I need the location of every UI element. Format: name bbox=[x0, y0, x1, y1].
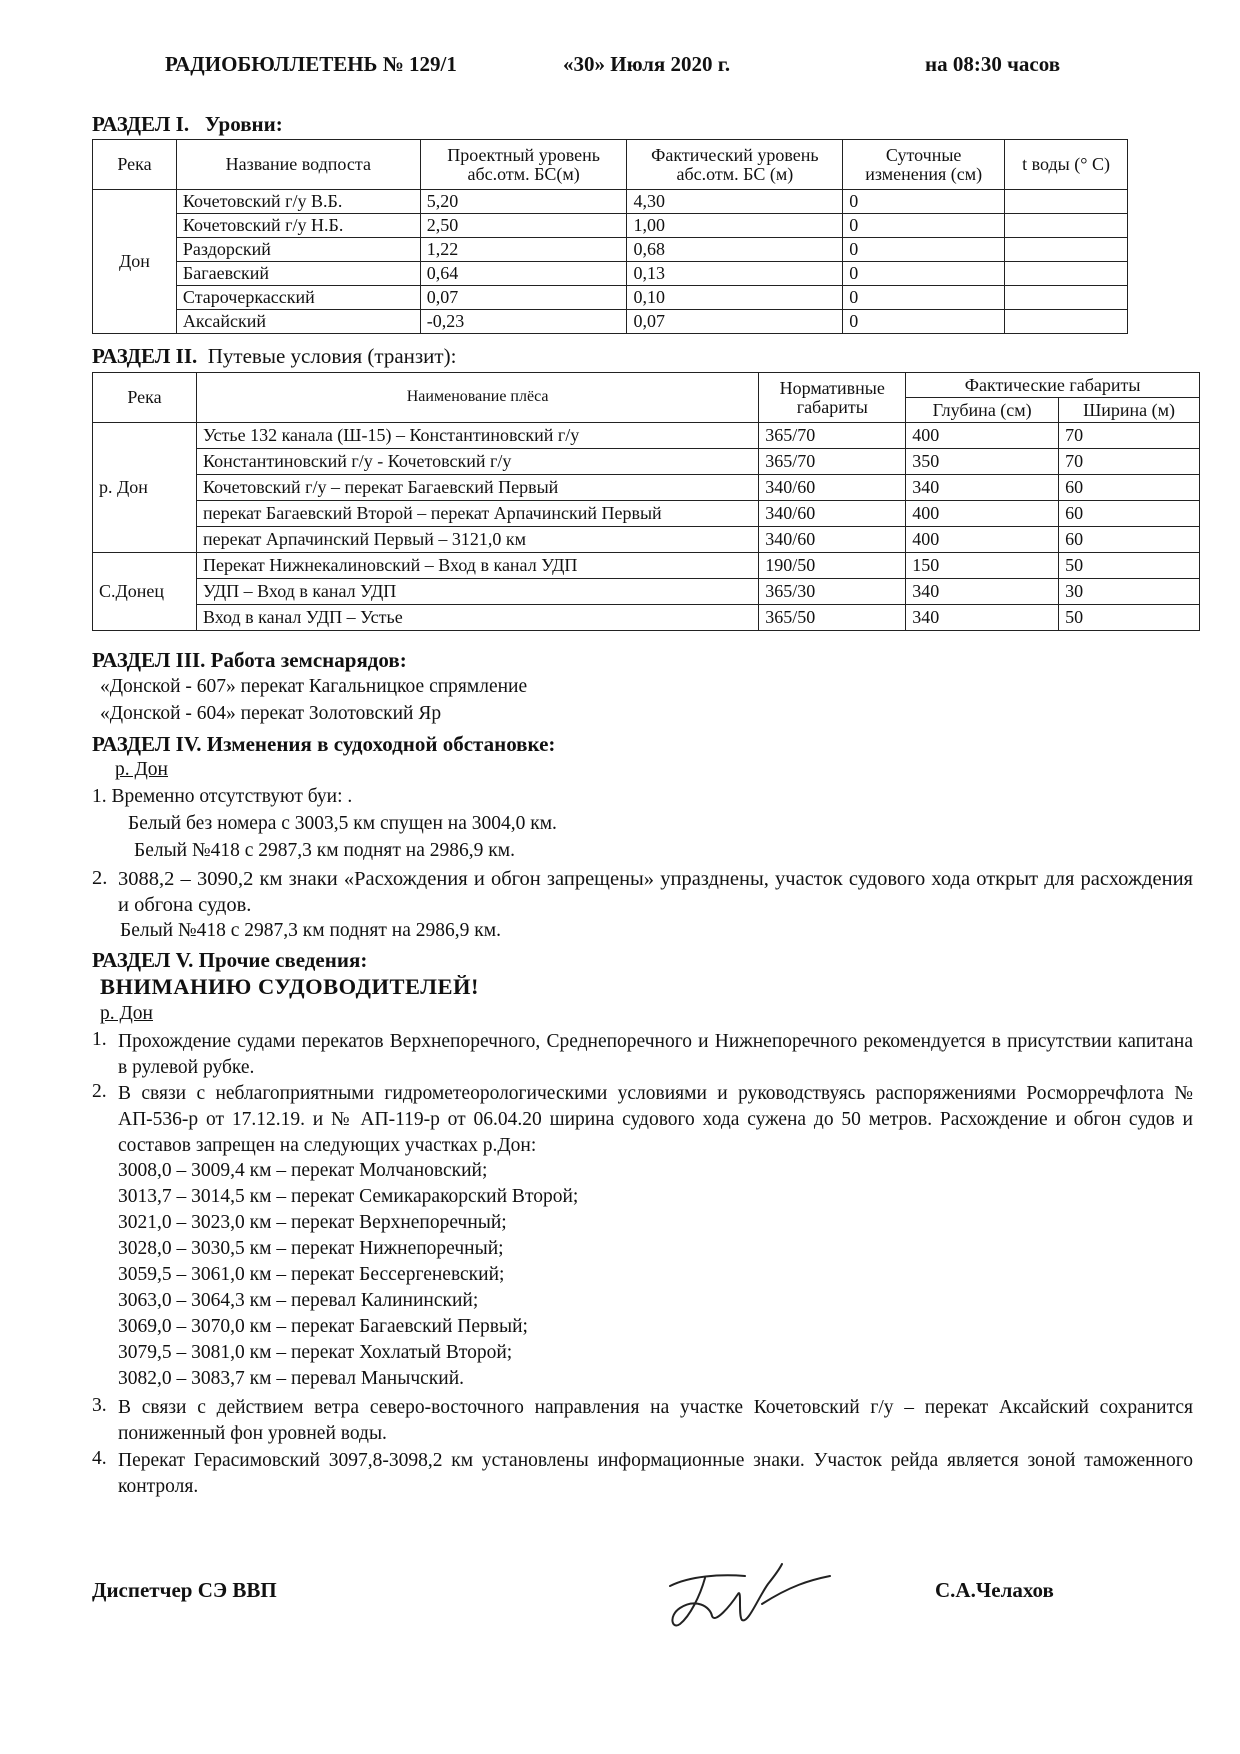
table-row bbox=[93, 238, 1128, 262]
dispatcher-name: С.А.Челахов bbox=[935, 1578, 1054, 1602]
section4-title: РАЗДЕЛ IV. Изменения в судоходной обстановке: bbox=[92, 732, 556, 756]
reach-name: Константиновский г/у - Кочетовский г/у bbox=[196, 449, 758, 475]
transit-table bbox=[92, 372, 1200, 631]
actual-level: 4,30 bbox=[627, 190, 843, 214]
section5-item-num: 4. bbox=[92, 1448, 107, 1469]
reach-name: Устье 132 канала (Ш-15) – Константиновский г/у bbox=[196, 423, 758, 449]
bulletin-date: «30» Июля 2020 г. bbox=[563, 52, 731, 76]
post-name: Кочетовский г/у В.Б. bbox=[176, 190, 420, 214]
section4-item2-num: 2. bbox=[92, 867, 108, 889]
dispatcher-position: Диспетчер СЭ ВВП bbox=[92, 1578, 277, 1602]
design-level: 0,64 bbox=[420, 262, 627, 286]
section5-item1: Прохождение судами перекатов Верхнепоречного, Среднепоречного и Нижнепоречного рекомендуется в присутствии капитана в рулевой рубке. bbox=[118, 1031, 1193, 1078]
actual-depth: 340 bbox=[906, 579, 1059, 605]
section2-label: РАЗДЕЛ II. bbox=[92, 344, 198, 368]
bulletin-header bbox=[165, 52, 1105, 86]
norm-size: 365/50 bbox=[759, 605, 906, 631]
water-temp bbox=[1005, 310, 1128, 334]
water-temp bbox=[1005, 238, 1128, 262]
reach-name: Перекат Нижнекалиновский – Вход в канал УДП bbox=[196, 553, 758, 579]
daily-change: 0 bbox=[843, 286, 1005, 310]
norm-size: 190/50 bbox=[759, 553, 906, 579]
section2-title bbox=[92, 344, 456, 369]
restricted-segment: 3021,0 – 3023,0 км – перекат Верхнепоречный; bbox=[118, 1212, 507, 1233]
actual-depth: 150 bbox=[906, 553, 1059, 579]
actual-width: 50 bbox=[1059, 553, 1200, 579]
levels-header-change: Суточные изменения (см) bbox=[843, 140, 1005, 190]
restricted-segment: 3082,0 – 3083,7 км – перевал Манычский. bbox=[118, 1368, 465, 1389]
actual-width: 70 bbox=[1059, 423, 1200, 449]
water-temp bbox=[1005, 190, 1128, 214]
table-row bbox=[93, 501, 1200, 527]
actual-depth: 350 bbox=[906, 449, 1059, 475]
section5-title: РАЗДЕЛ V. Прочие сведения: bbox=[92, 948, 368, 972]
bulletin-time: на 08:30 часов bbox=[925, 52, 1061, 76]
transit-header-row bbox=[93, 373, 1200, 398]
section3-title: РАЗДЕЛ III. Работа земснарядов: bbox=[92, 648, 407, 672]
section5-item4: Перекат Герасимовский 3097,8-3098,2 км установлены информационные знаки. Участок рейда является зоной таможенного контроля. bbox=[118, 1450, 1193, 1497]
water-temp bbox=[1005, 262, 1128, 286]
reach-name: перекат Арпачинский Первый – 3121,0 км bbox=[196, 527, 758, 553]
daily-change: 0 bbox=[843, 190, 1005, 214]
daily-change: 0 bbox=[843, 214, 1005, 238]
section5-item-num: 2. bbox=[92, 1081, 107, 1102]
restricted-segment: 3013,7 – 3014,5 км – перекат Семикаракорский Второй; bbox=[118, 1186, 579, 1207]
design-level: 5,20 bbox=[420, 190, 627, 214]
reach-name: Кочетовский г/у – перекат Багаевский Первый bbox=[196, 475, 758, 501]
transit-header-width: Ширина (м) bbox=[1059, 398, 1200, 423]
section2-subtitle: Путевые условия (транзит): bbox=[207, 344, 457, 368]
restricted-segment: 3079,5 – 3081,0 км – перекат Хохлатый Второй; bbox=[118, 1342, 513, 1363]
design-level: 0,07 bbox=[420, 286, 627, 310]
post-name: Аксайский bbox=[176, 310, 420, 334]
section4-river: р. Дон bbox=[115, 759, 168, 780]
section4-item2-text: 3088,2 – 3090,2 км знаки «Расхождения и обгон запрещены» упразднены, участок судового хода открыт для расхождения и обгона судов. bbox=[118, 868, 1193, 916]
restricted-segment: 3008,0 – 3009,4 км – перекат Молчановский; bbox=[118, 1160, 488, 1181]
table-row bbox=[93, 190, 1128, 214]
norm-size: 340/60 bbox=[759, 527, 906, 553]
levels-header-river: Река bbox=[93, 140, 177, 190]
section5-item-num: 3. bbox=[92, 1395, 107, 1416]
actual-level: 0,68 bbox=[627, 238, 843, 262]
daily-change: 0 bbox=[843, 310, 1005, 334]
post-name: Раздорский bbox=[176, 238, 420, 262]
actual-level: 0,10 bbox=[627, 286, 843, 310]
transit-river: р. Дон bbox=[93, 423, 197, 553]
levels-header-design: Проектный уровень абс.отм. БС(м) bbox=[420, 140, 627, 190]
post-name: Старочеркасский bbox=[176, 286, 420, 310]
table-row bbox=[93, 310, 1128, 334]
transit-header-norm: Нормативные габариты bbox=[759, 373, 906, 423]
table-row bbox=[93, 423, 1200, 449]
signature-icon bbox=[650, 1546, 840, 1636]
levels-table bbox=[92, 139, 1128, 334]
restricted-segment: 3059,5 – 3061,0 км – перекат Бессергеневский; bbox=[118, 1264, 505, 1285]
actual-depth: 340 bbox=[906, 605, 1059, 631]
actual-width: 70 bbox=[1059, 449, 1200, 475]
actual-width: 30 bbox=[1059, 579, 1200, 605]
table-row bbox=[93, 286, 1128, 310]
section1-subtitle: Уровни: bbox=[204, 112, 283, 136]
section1-label: РАЗДЕЛ I. bbox=[92, 112, 190, 136]
transit-header-actual: Фактические габариты bbox=[906, 373, 1200, 398]
actual-width: 60 bbox=[1059, 527, 1200, 553]
section5-item2: В связи с неблагоприятными гидрометеорологическими условиями и руководствуясь распоряжениями Росморречфлота № АП-536-р от 17.12.19. и № АП-119-р от 06.04.20 ширина судового хода сужена до 50 метров. Расхождение и обгон судов и составов запрещен на следующих участках р.Дон: bbox=[118, 1083, 1193, 1156]
actual-level: 1,00 bbox=[627, 214, 843, 238]
dredger-line: «Донской - 604» перекат Золотовский Яр bbox=[100, 703, 442, 724]
table-row bbox=[93, 527, 1200, 553]
dredger-line: «Донской - 607» перекат Кагальницкое спрямление bbox=[100, 676, 528, 697]
section5-item-num: 1. bbox=[92, 1029, 107, 1050]
table-row bbox=[93, 449, 1200, 475]
section4-item2-extra: Белый №418 с 2987,3 км поднят на 2986,9 км. bbox=[120, 920, 501, 941]
reach-name: УДП – Вход в канал УДП bbox=[196, 579, 758, 605]
actual-depth: 400 bbox=[906, 423, 1059, 449]
daily-change: 0 bbox=[843, 238, 1005, 262]
transit-header-depth: Глубина (см) bbox=[906, 398, 1059, 423]
actual-depth: 400 bbox=[906, 527, 1059, 553]
daily-change: 0 bbox=[843, 262, 1005, 286]
levels-header-post: Название водпоста bbox=[176, 140, 420, 190]
attention-heading: ВНИМАНИЮ СУДОВОДИТЕЛЕЙ! bbox=[100, 974, 479, 999]
transit-river: С.Донец bbox=[93, 553, 197, 631]
norm-size: 340/60 bbox=[759, 501, 906, 527]
table-row bbox=[93, 262, 1128, 286]
section4-item1-line: Белый без номера с 3003,5 км спущен на 3004,0 км. bbox=[128, 813, 557, 834]
restricted-segment: 3063,0 – 3064,3 км – перевал Калининский; bbox=[118, 1290, 479, 1311]
section5-item3: В связи с действием ветра северо-восточного направления на участке Кочетовский г/у – перекат Аксайский сохранится пониженный фон уровней воды. bbox=[118, 1397, 1193, 1444]
water-temp bbox=[1005, 286, 1128, 310]
bulletin-title: РАДИОБЮЛЛЕТЕНЬ № 129/1 bbox=[165, 52, 457, 76]
table-row bbox=[93, 475, 1200, 501]
restricted-segment: 3069,0 – 3070,0 км – перекат Багаевский Первый; bbox=[118, 1316, 528, 1337]
design-level: 2,50 bbox=[420, 214, 627, 238]
post-name: Кочетовский г/у Н.Б. bbox=[176, 214, 420, 238]
actual-level: 0,07 bbox=[627, 310, 843, 334]
section4-item1-line: Белый №418 с 2987,3 км поднят на 2986,9 км. bbox=[134, 840, 515, 861]
actual-depth: 340 bbox=[906, 475, 1059, 501]
table-row bbox=[93, 553, 1200, 579]
levels-river: Дон bbox=[93, 190, 177, 334]
section4-item1-title: 1. Временно отсутствуют буи: . bbox=[92, 786, 353, 807]
table-row bbox=[93, 214, 1128, 238]
actual-depth: 400 bbox=[906, 501, 1059, 527]
transit-header-river: Река bbox=[93, 373, 197, 423]
actual-width: 60 bbox=[1059, 475, 1200, 501]
section1-title bbox=[92, 112, 283, 137]
water-temp bbox=[1005, 214, 1128, 238]
norm-size: 365/70 bbox=[759, 423, 906, 449]
restricted-segment: 3028,0 – 3030,5 км – перекат Нижнепоречный; bbox=[118, 1238, 504, 1259]
design-level: -0,23 bbox=[420, 310, 627, 334]
table-row bbox=[93, 605, 1200, 631]
levels-header-temp: t воды (° С) bbox=[1005, 140, 1128, 190]
actual-width: 60 bbox=[1059, 501, 1200, 527]
norm-size: 365/30 bbox=[759, 579, 906, 605]
design-level: 1,22 bbox=[420, 238, 627, 262]
levels-header-actual: Фактический уровень абс.отм. БС (м) bbox=[627, 140, 843, 190]
transit-header-reach: Наименование плёса bbox=[196, 373, 758, 423]
section5-river: р. Дон bbox=[100, 1003, 153, 1024]
norm-size: 365/70 bbox=[759, 449, 906, 475]
reach-name: Вход в канал УДП – Устье bbox=[196, 605, 758, 631]
reach-name: перекат Багаевский Второй – перекат Арпачинский Первый bbox=[196, 501, 758, 527]
levels-header-row bbox=[93, 140, 1128, 190]
table-row bbox=[93, 579, 1200, 605]
post-name: Багаевский bbox=[176, 262, 420, 286]
norm-size: 340/60 bbox=[759, 475, 906, 501]
actual-level: 0,13 bbox=[627, 262, 843, 286]
actual-width: 50 bbox=[1059, 605, 1200, 631]
